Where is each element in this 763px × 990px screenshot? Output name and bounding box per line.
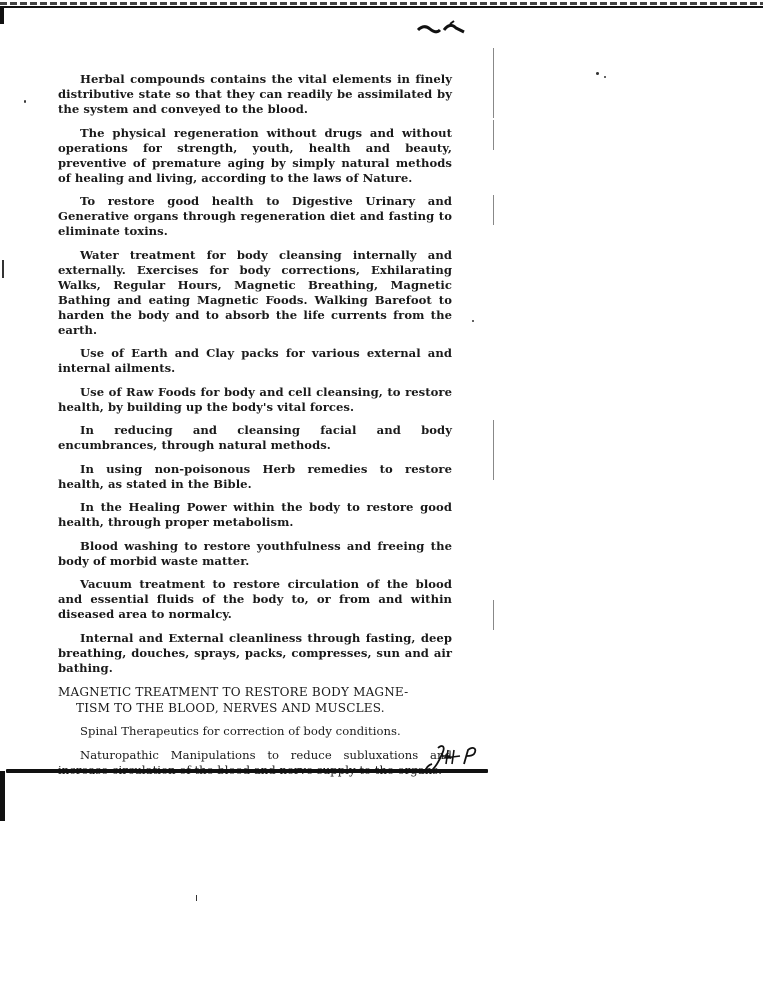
top-dashed-rule: [0, 2, 763, 5]
paragraph-earth-clay: Use of Earth and Clay packs for various external and internal ailments.: [58, 346, 452, 375]
scan-speck: [604, 76, 606, 78]
top-solid-rule: [0, 6, 763, 8]
paragraph-naturopathic-manipulations: Naturopathic Manipulations to reduce subluxations and: [80, 747, 452, 762]
heading-line-1: MAGNETIC TREATMENT TO RESTORE BODY MAGNE-: [58, 685, 409, 699]
margin-line: [493, 600, 494, 630]
paragraph-reducing-cleansing: In reducing and cleansing facial and body encumbrances, through natural methods.: [58, 423, 452, 452]
margin-line: [493, 48, 494, 118]
paragraph-raw-foods: Use of Raw Foods for body and cell cleansing, to restore health, by building up the body's vital forces.: [58, 384, 452, 414]
margin-line: [493, 420, 494, 480]
paragraph-herbal-compounds: Herbal compounds contains the vital elements in finely distributive state so that they can readily be assimilated by the system and conveyed to the blood.: [58, 72, 452, 116]
paragraph-physical-regeneration: The physical regeneration without drugs and without operations for strength, youth, health and beauty, preventive of premature aging by simply natural methods of healing and living, according to the laws of Nature.: [58, 125, 452, 185]
margin-line: [493, 120, 494, 150]
paragraph-healing-power: In the Healing Power within the body to restore good health, through proper metabolism.: [58, 500, 452, 529]
paragraph-spinal-therapeutics: Spinal Therapeutics for correction of body conditions.: [80, 724, 401, 738]
paragraph-water-treatment: Water treatment for body cleansing internally and externally. Exercises for body corrections, Exhilarating Walks, Regular Hours, Magnetic Breathing, Magnetic Bathing and eating Magnetic Foods. Walking Barefoot to harden the body and to absorb the life currents from the earth.: [58, 247, 452, 337]
paragraph-herb-remedies: In using non-poisonous Herb remedies to restore health, as stated in the Bible.: [58, 461, 452, 491]
section-heading: [58, 684, 452, 716]
paragraph-internal-external: Internal and External cleanliness through fasting, deep breathing, douches, sprays, packs, compresses, sun and air bathing.: [58, 630, 452, 675]
scan-speck: [196, 895, 197, 901]
corner-scribble-icon: [416, 20, 466, 40]
scan-speck: [596, 72, 599, 75]
paragraph-vacuum-treatment: Vacuum treatment to restore circulation of the blood and essential fluids of the body to, or from and within diseased area to normalcy.: [58, 577, 452, 621]
document-body: [58, 72, 452, 786]
paragraph-blood-washing: Blood washing to restore youthfulness and freeing the body of morbid waste matter.: [58, 538, 452, 568]
paragraph-restore-good-health: To restore good health to Digestive Urinary and Generative organs through regeneration diet and fasting to eliminate toxins.: [58, 194, 452, 238]
bottom-solid-rule: [6, 769, 488, 773]
scan-speck: [472, 320, 474, 322]
top-left-bracket-mark: [0, 6, 4, 24]
scan-speck: [2, 260, 4, 278]
heading-line-2: TISM TO THE BLOOD, NERVES AND MUSCLES.: [76, 701, 385, 715]
scan-speck: [24, 100, 26, 103]
bottom-left-bracket-mark: [0, 771, 5, 821]
margin-line: [493, 195, 494, 225]
